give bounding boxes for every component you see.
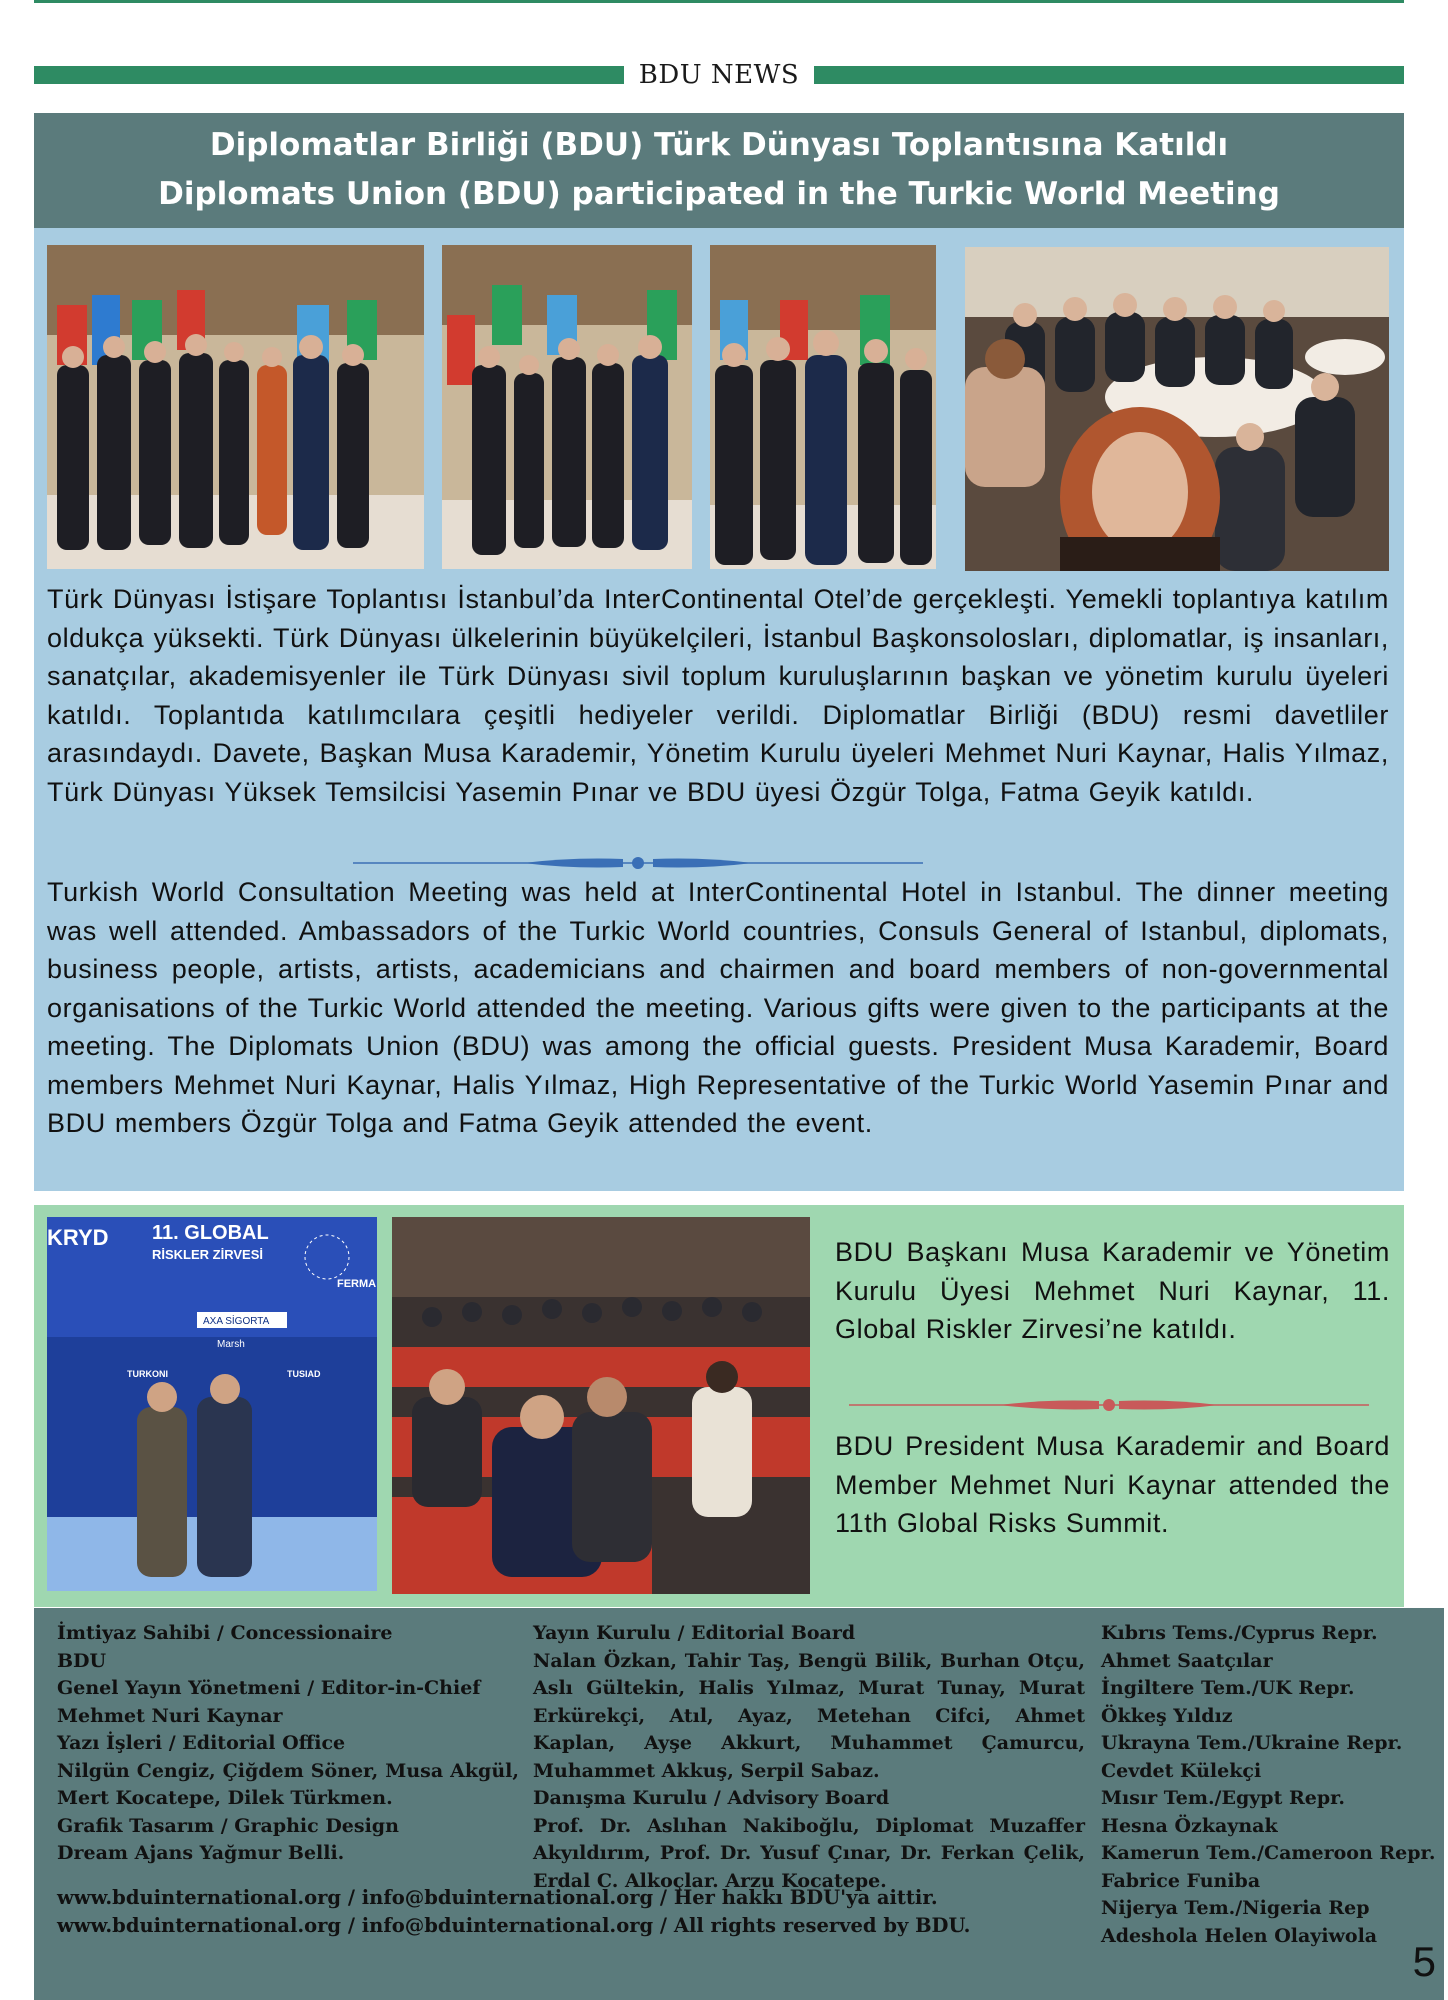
masthead-column-3: [1101, 1620, 1441, 1950]
concessionaire-heading: İmtiyaz Sahibi / Concessionaire: [57, 1622, 393, 1644]
editor-heading: Genel Yayın Yönetmeni / Editor-in-Chief: [57, 1677, 481, 1699]
masthead-column-1: [57, 1620, 519, 1868]
concessionaire-value: BDU: [57, 1649, 107, 1672]
banner-brand-4: TUSIAD: [287, 1369, 321, 1379]
design-value: Dream Ajans Yağmur Belli.: [57, 1842, 345, 1864]
repr-cyprus-heading: Kıbrıs Tems./Cyprus Repr.: [1101, 1622, 1378, 1644]
editorial-board-value: Nalan Özkan, Tahir Taş, Bengü Bilik, Burhan Otçu, Aslı Gültekin, Halis Yılmaz, Murat Tunay, Murat Erkürekçi, Atıl, Ayaz, Metehan Cifci, Ahmet Kaplan, Ayşe Akkurt, Muhammet Çamurcu, Muhammet Akkuş, Serpil Sabaz.: [533, 1649, 1085, 1782]
article-paragraph-tr: Türk Dünyası İstişare Toplantısı İstanbul’da InterContinental Otel’de gerçekleşti. Yemekli toplantıya katılım oldukça yüksekti. Türk Dünyası ülkelerinin büyükelçileri, İstanbul Başkonsolosları, diplomatlar, iş insanları, sanatçılar, akademisyenler ile Türk Dünyası sivil toplum kuruluşlarının başkan ve yönetim kurulu üyeleri katıldı. Toplantıda katılımcılara çeşitli hediyeler verildi. Diplomatlar Birliği (BDU) resmi davetliler arasındaydı. Davete, Başkan Musa Karademir, Yönetim Kurulu üyeleri Mehmet Nuri Kaynar, Halis Yılmaz, Türk Dünyası Yüksek Temsilcisi Yasemin Pınar ve BDU üyesi Özgür Tolga, Fatma Geyik katıldı.: [47, 584, 1389, 807]
banner-ferma-logo: FERMA: [337, 1278, 377, 1290]
repr-nigeria-name: Adeshola Helen Olayiwola: [1101, 1924, 1378, 1947]
photo-summit-audience: [392, 1217, 810, 1594]
repr-uk-name: Ökkeş Yıldız: [1101, 1704, 1233, 1727]
photo-group-flags-3: [710, 245, 936, 569]
photo-group-flags-2: [442, 245, 692, 569]
photo-group-flags-1: [47, 245, 424, 569]
advisory-board-heading: Danışma Kurulu / Advisory Board: [533, 1787, 890, 1809]
repr-cameroon-name: Fabrice Funiba: [1101, 1869, 1261, 1892]
repr-cyprus-name: Ahmet Saatçılar: [1101, 1649, 1273, 1672]
article-global-risks-summit: [34, 1205, 1404, 1607]
section-label: BDU NEWS: [638, 60, 800, 90]
photo-dinner-selfie: [965, 247, 1389, 571]
banner-brand-3: TURKONI: [127, 1369, 168, 1379]
banner-sponsor-2: Marsh: [217, 1339, 245, 1350]
office-value: Nilgün Cengiz, Çiğdem Söner, Musa Akgül, Mert Kocatepe, Dilek Türkmen.: [57, 1759, 519, 1809]
design-heading: Grafik Tasarım / Graphic Design: [57, 1814, 399, 1837]
page-number: 5: [1412, 1938, 1436, 1985]
repr-cameroon-heading: Kamerun Tem./Cameroon Repr.: [1101, 1842, 1436, 1864]
article-turkic-world-meeting: [34, 113, 1404, 1191]
banner-logo-text: KRYD: [47, 1225, 109, 1250]
section-header: [34, 62, 1404, 88]
header-bar-right: [814, 66, 1404, 84]
rights-line-tr: www.bduinternational.org / info@bduinternational.org / Her hakkı BDU'ya aittir.: [57, 1886, 938, 1909]
article-title-band: [34, 113, 1404, 228]
article-title-tr: Diplomatlar Birliği (BDU) Türk Dünyası Toplantısına Katıldı: [209, 127, 1229, 163]
masthead-footer: [34, 1608, 1444, 2000]
summit-paragraph-tr: BDU Başkanı Musa Karademir ve Yönetim Kurulu Üyesi Mehmet Nuri Kaynar, 11. Global Riskler Zirvesi’ne katıldı.: [835, 1237, 1390, 1344]
repr-nigeria-heading: Nijerya Tem./Nigeria Rep: [1101, 1897, 1370, 1919]
article-paragraph-en: Turkish World Consultation Meeting was held at InterContinental Hotel in Istanbul. The dinner meeting was well attended. Ambassadors of the Turkic World countries, Consuls General of Istanbul, diplomats, business people, artists, artists, academicians and chairmen and board members of non-governmental organisations of the Turkic World attended the meeting. Various gifts were given to the participants at the meeting. The Diplomats Union (BDU) was among the official guests. President Musa Karademir, Board members Mehmet Nuri Kaynar, Halis Yılmaz, High Representative of the Turkic World Yasemin Pınar and BDU members Özgür Tolga and Fatma Geyik attended the event.: [47, 877, 1389, 1138]
top-rule: [34, 0, 1404, 3]
photo-summit-banner: [47, 1217, 377, 1591]
repr-ukraine-heading: Ukrayna Tem./Ukraine Repr.: [1101, 1732, 1403, 1754]
ornament-divider-red: [849, 1397, 1369, 1413]
editor-value: Mehmet Nuri Kaynar: [57, 1704, 283, 1727]
masthead-column-2: [533, 1620, 1085, 1895]
repr-ukraine-name: Cevdet Külekçi: [1101, 1759, 1262, 1782]
ornament-divider: [353, 855, 923, 871]
header-bar-left: [34, 66, 624, 84]
office-heading: Yazı İşleri / Editorial Office: [57, 1732, 346, 1754]
banner-summit-title: 11. GLOBAL: [152, 1222, 269, 1244]
repr-egypt-heading: Mısır Tem./Egypt Repr.: [1101, 1787, 1346, 1809]
article-title-en: Diplomats Union (BDU) participated in the Turkic World Meeting: [158, 176, 1280, 212]
repr-uk-heading: İngiltere Tem./UK Repr.: [1101, 1677, 1355, 1699]
banner-sponsor: AXA SİGORTA: [203, 1316, 270, 1327]
summit-paragraph-en: BDU President Musa Karademir and Board Member Mehmet Nuri Kaynar attended the 11th Global Risks Summit.: [835, 1431, 1390, 1538]
rights-line-en: www.bduinternational.org / info@bduinternational.org / All rights reserved by BDU.: [57, 1914, 971, 1937]
editorial-board-heading: Yayın Kurulu / Editorial Board: [533, 1622, 856, 1644]
banner-summit-subtitle: RİSKLER ZİRVESİ: [152, 1247, 264, 1262]
advisory-board-value: Prof. Dr. Aslıhan Nakiboğlu, Diplomat Muzaffer Akyıldırım, Prof. Dr. Yusuf Çınar, Dr. Ferkan Çelik, Erdal C. Alkoçlar. Arzu Kocatepe.: [533, 1814, 1085, 1892]
repr-egypt-name: Hesna Özkaynak: [1101, 1814, 1278, 1837]
